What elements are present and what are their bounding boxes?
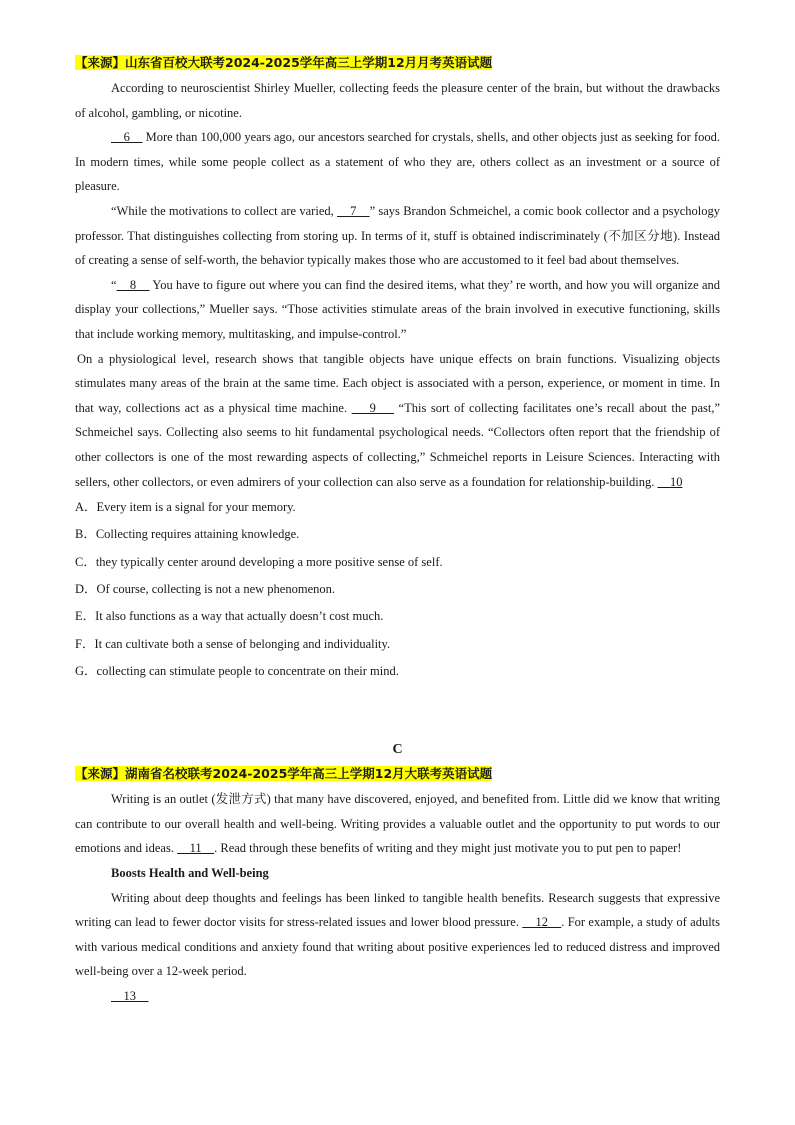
source-label-1: 【来源】山东省百校大联考2024-2025学年高三上学期12月月考英语试题 <box>75 55 493 70</box>
paragraph-5: On a physiological level, research shows that tangible objects have unique effects on brain functions. Visualizing objects stimulates many areas of the brain at the same time. Each object is associated with a person, experience, or moment in time. In that way, collections act as a physical time machine. 9 “This sort of collecting facilitates one’s recall about the past,” Schmeichel says. Collecting also seems to hit fundamental psychological needs. “Collectors often report that the friendship of other collectors is one of the most rewarding aspects of collecting,” Schmeichel reports in Leisure Sciences. Interacting with sellers, other collectors, or even admirers of your collection can also serve as a foundation for relationship-building. 10 <box>75 351 721 489</box>
paragraph-2: 6 More than 100,000 years ago, our ancestors searched for crystals, shells, and other objects just as seeking for food. In modern times, while some people collect as a statement of who they are, others collect as an investment or a source of pleasure. <box>75 130 720 194</box>
section-title-c: C <box>392 742 403 758</box>
blank-10: 10 <box>657 474 683 489</box>
paragraph-8 <box>75 984 720 1009</box>
option-e: E．It also functions as a way that actually doesn’t cost much. <box>75 609 384 624</box>
option-d: D．Of course, collecting is not a new phenomenon. <box>75 581 336 596</box>
option-f: F．It can cultivate both a sense of belonging and individuality. <box>75 636 391 651</box>
source-label-2: 【来源】湖南省名校联考2024-2025学年高三上学期12月大联考英语试题 <box>75 766 493 782</box>
paragraph-3: “While the motivations to collect are varied, 7 ” says Brandon Schmeichel, a comic book collector and a psychology professor. That distinguishes collecting from storing up. In terms of it, stuff is obtained indiscriminately (不加区分地). Instead of creating a sense of self-worth, the behavior typically makes those who are accustomed to it feel bad about themselves. <box>75 203 721 268</box>
subheading-health: Boosts Health and Well-being <box>111 865 269 880</box>
paragraph-4: “ 8 You have to figure out where you can find the desired items, what they’ re worth, and how you will organize and display your collections,” Mueller says. “Those activities stimulate areas of the brain involved in executive functioning, skills that include working memory, multitasking, and impulse-control.” <box>75 277 721 341</box>
options-list <box>75 494 720 685</box>
option-g: G．collecting can stimulate people to concentrate on their mind. <box>75 663 399 678</box>
blank-7: 7 <box>337 203 370 218</box>
document-page <box>75 50 720 1009</box>
blank-11: 11 <box>177 841 215 856</box>
blank-6: 6 <box>111 130 143 145</box>
blank-12: 12 <box>522 915 562 930</box>
option-a: A．Every item is a signal for your memory. <box>75 500 296 515</box>
blank-13: 13 <box>111 988 149 1003</box>
blank-9: 9 <box>351 400 395 415</box>
section-gap <box>75 685 720 739</box>
paragraph-6: Writing is an outlet (发泄方式) that many have discovered, enjoyed, and benefited from. Little did we know that writing can contribute to our overall health and well-being. Writing provides a valuable outlet and the opportunity to put words to our emotions and ideas. 11 . Read through these benefits of writing and they might just motivate you to put pen to paper! <box>75 792 720 856</box>
option-b: B．Collecting requires attaining knowledge. <box>75 527 300 542</box>
option-c: C．they typically center around developing a more positive sense of self. <box>75 554 443 569</box>
blank-8: 8 <box>116 277 150 292</box>
paragraph-1: According to neuroscientist Shirley Mueller, collecting feeds the pleasure center of the brain, but without the drawbacks of alcohol, gambling, or nicotine. <box>75 81 720 120</box>
paragraph-7: Writing about deep thoughts and feelings has been linked to tangible health benefits. Research suggests that expressive writing can lead to fewer doctor visits for stress-related issues and lower blood pressure. 12 . For example, a study of adults with various medical conditions and anxiety found that writing about positive experiences led to reduced distress and improved well-being over a 12-week period. <box>75 890 721 979</box>
